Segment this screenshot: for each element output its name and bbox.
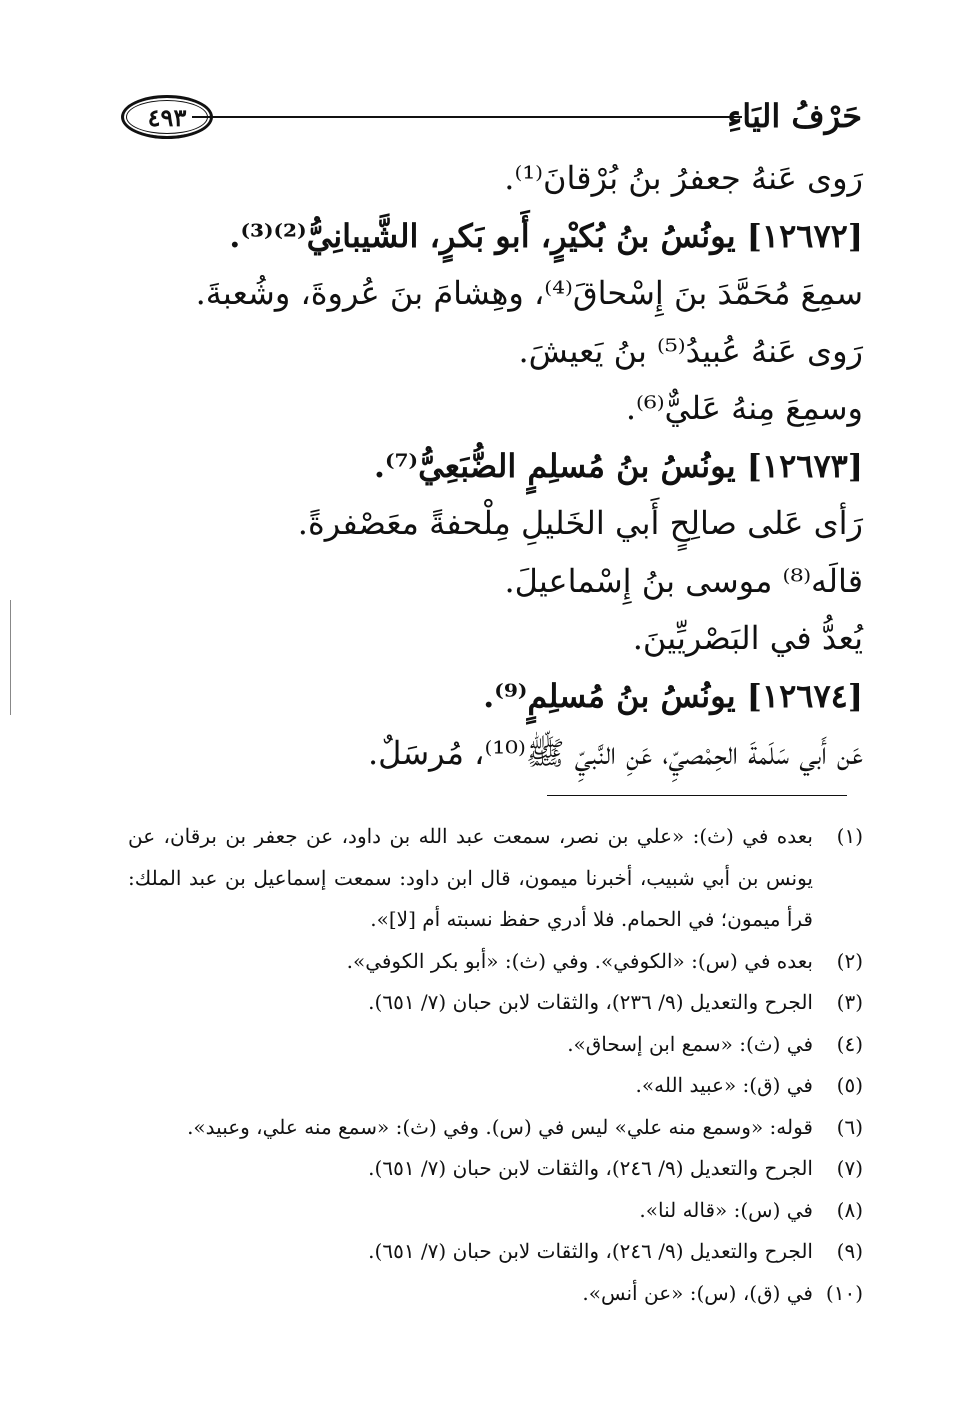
footnote-number: (٢)	[836, 948, 863, 973]
footnote	[128, 816, 863, 941]
footnote-text: في (س): «قاله لنا».	[639, 1197, 813, 1222]
page-number: ٤٩٣	[122, 96, 212, 138]
text-line: رَوى عَنهُ عُبيدُ⁽⁵⁾ بنُ يَعيشَ.	[518, 331, 863, 370]
footnote-number: (٣)	[836, 990, 863, 1014]
footnote-number: (١)	[836, 824, 863, 848]
text-line: قالَه⁽⁸⁾ موسى بنُ إِسْماعيلَ.	[504, 561, 863, 600]
text-line: سمِعَ مُحَمَّدَ بنَ إِسْحاقَ⁽⁴⁾، وهِشامَ بنَ عُروةَ، وشُعبةَ.	[195, 274, 863, 312]
footnotes	[128, 816, 863, 1314]
footnote-text: الجرح والتعديل (٩/ ٢٤٦)، والثقات لابن حبان (٧/ ٦٥١).	[368, 1156, 813, 1180]
text-line: وسمِعَ مِنهُ عَليٌّ⁽⁶⁾.	[625, 389, 863, 427]
footnote-number: (٧)	[836, 1156, 863, 1180]
footnote-separator	[547, 795, 847, 796]
page-header	[122, 92, 862, 142]
footnote-text: قوله: «وسمع منه علي» ليس في (س). وفي (ث): «سمع منه علي، وعبيد».	[187, 1114, 813, 1139]
footnote	[128, 1190, 863, 1232]
footnote	[128, 1065, 863, 1107]
entry-heading: [١٢٦٧٢] يونُسُ بنُ بُكيْرٍ، أَبو بَكرٍ، الشَّيبانِيُّ⁽²⁾⁽³⁾.	[229, 216, 863, 255]
margin-mark	[10, 600, 11, 715]
footnote-text: بعده في (ث): «علي بن نصر، سمعت عبد الله بن داود، عن جعفر بن برقان، عن يونس بن أبي شبيب، أخبرنا ميمون، قال ابن داود: سمعت إسماعيل بن عبد الملك: قرأ ميمون؛ في الحمام. فلا أدري حفظ نسبته أم [لا]».	[128, 824, 813, 931]
footnote	[128, 1024, 863, 1066]
text-line: عَن أَبي سَلَمةَ الحِمْصيِّ، عَنِ النَّبيِّ ﷺ⁽¹⁰⁾، مُرسَلٌ.	[367, 734, 863, 772]
footnote-number: (٥)	[836, 1073, 863, 1097]
footnote	[128, 1148, 863, 1190]
footnote-number: (٤)	[836, 1031, 863, 1056]
footnote	[128, 1231, 863, 1273]
footnote-text: الجرح والتعديل (٩/ ٢٣٦)، والثقات لابن حبان (٧/ ٦٥١).	[368, 990, 813, 1014]
footnote	[128, 1273, 863, 1315]
main-text	[128, 150, 863, 783]
footnote-text: في (ق): «عبيد الله».	[635, 1073, 813, 1097]
footnote	[128, 1107, 863, 1149]
text-line: رَوى عَنهُ جعفرُ بنُ بُرْقانَ⁽¹⁾.	[504, 159, 863, 197]
footnote-text: في (ق)، (س): «عن أنس».	[582, 1280, 813, 1305]
text-line: رَأى عَلى صالِحٍ أَبي الخَليلِ مِلْحفةً معَصْفرةً.	[297, 504, 863, 542]
text-line: يُعدُّ في البَصْريِّينَ.	[632, 619, 863, 657]
footnote-number: (٨)	[836, 1197, 863, 1222]
chapter-title: حَرْفُ اليَاءِ	[727, 97, 862, 135]
footnote-number: (٦)	[836, 1114, 863, 1139]
header-rule	[192, 116, 742, 118]
footnote	[128, 982, 863, 1024]
footnote-number: (١٠)	[825, 1280, 863, 1305]
footnote-text: في (ث): «سمع ابن إسحاق».	[567, 1031, 813, 1056]
footnote-number: (٩)	[836, 1239, 863, 1263]
footnote-text: بعده في (س): «الكوفي». وفي (ث): «أبو بكر الكوفي».	[346, 948, 813, 973]
entry-heading: [١٢٦٧٤] يونُسُ بنُ مُسلِمٍ⁽⁹⁾.	[483, 676, 863, 715]
footnote	[128, 941, 863, 983]
entry-heading: [١٢٦٧٣] يونُسُ بنُ مُسلِمٍ الضُّبَعِيُّ⁽⁷⁾.	[373, 446, 863, 485]
footnote-text: الجرح والتعديل (٩/ ٢٤٦)، والثقات لابن حبان (٧/ ٦٥١).	[368, 1239, 813, 1263]
